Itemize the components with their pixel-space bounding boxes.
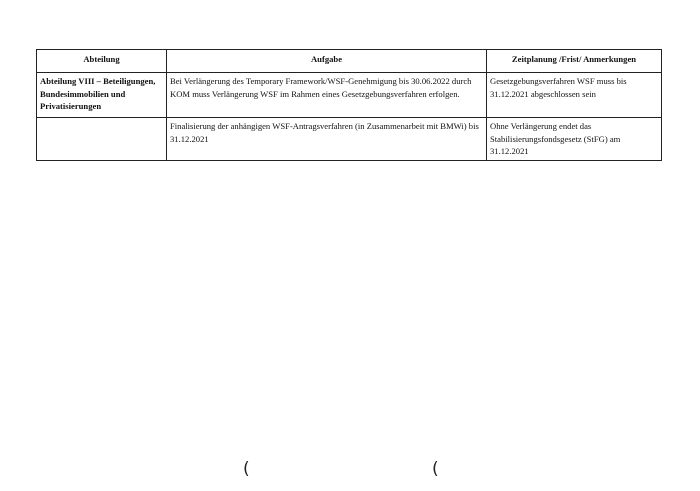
- cell-abteilung: [37, 73, 167, 118]
- footer-mark-left: (: [243, 459, 250, 479]
- cell-zeitplanung: [487, 73, 662, 118]
- zeitplanung-text: Gesetzgebungsverfahren WSF muss bis 31.12.2021 abgeschlossen sein: [490, 76, 627, 99]
- table-row: [37, 73, 662, 118]
- footer-mark-right: (: [432, 459, 439, 479]
- aufgabe-text: Bei Verlängerung des Temporary Framework/WSF-Genehmigung bis 30.06.2022 durch KOM muss Verlängerung WSF im Rahmen eines Gesetzgebungsverfahren erfolgen.: [170, 76, 472, 99]
- task-table: [36, 49, 662, 161]
- cell-abteilung: [37, 118, 167, 161]
- zeitplanung-text: Ohne Verlängerung endet das Stabilisierungsfondsgesetz (StFG) am 31.12.2021: [490, 121, 621, 156]
- cell-aufgabe: [167, 118, 487, 161]
- cell-aufgabe: [167, 73, 487, 118]
- abteilung-text: Abteilung VIII – Beteiligungen, Bundesimmobilien und Privatisierungen: [40, 76, 156, 111]
- header-abteilung: Abteilung: [37, 50, 167, 73]
- cell-zeitplanung: [487, 118, 662, 161]
- header-zeitplanung: Zeitplanung /Frist/ Anmerkungen: [487, 50, 662, 73]
- table-row: [37, 118, 662, 161]
- table-header-row: [37, 50, 662, 73]
- aufgabe-text: Finalisierung der anhängigen WSF-Antragsverfahren (in Zusammenarbeit mit BMWi) bis 31.12.2021: [170, 121, 479, 144]
- header-aufgabe: Aufgabe: [167, 50, 487, 73]
